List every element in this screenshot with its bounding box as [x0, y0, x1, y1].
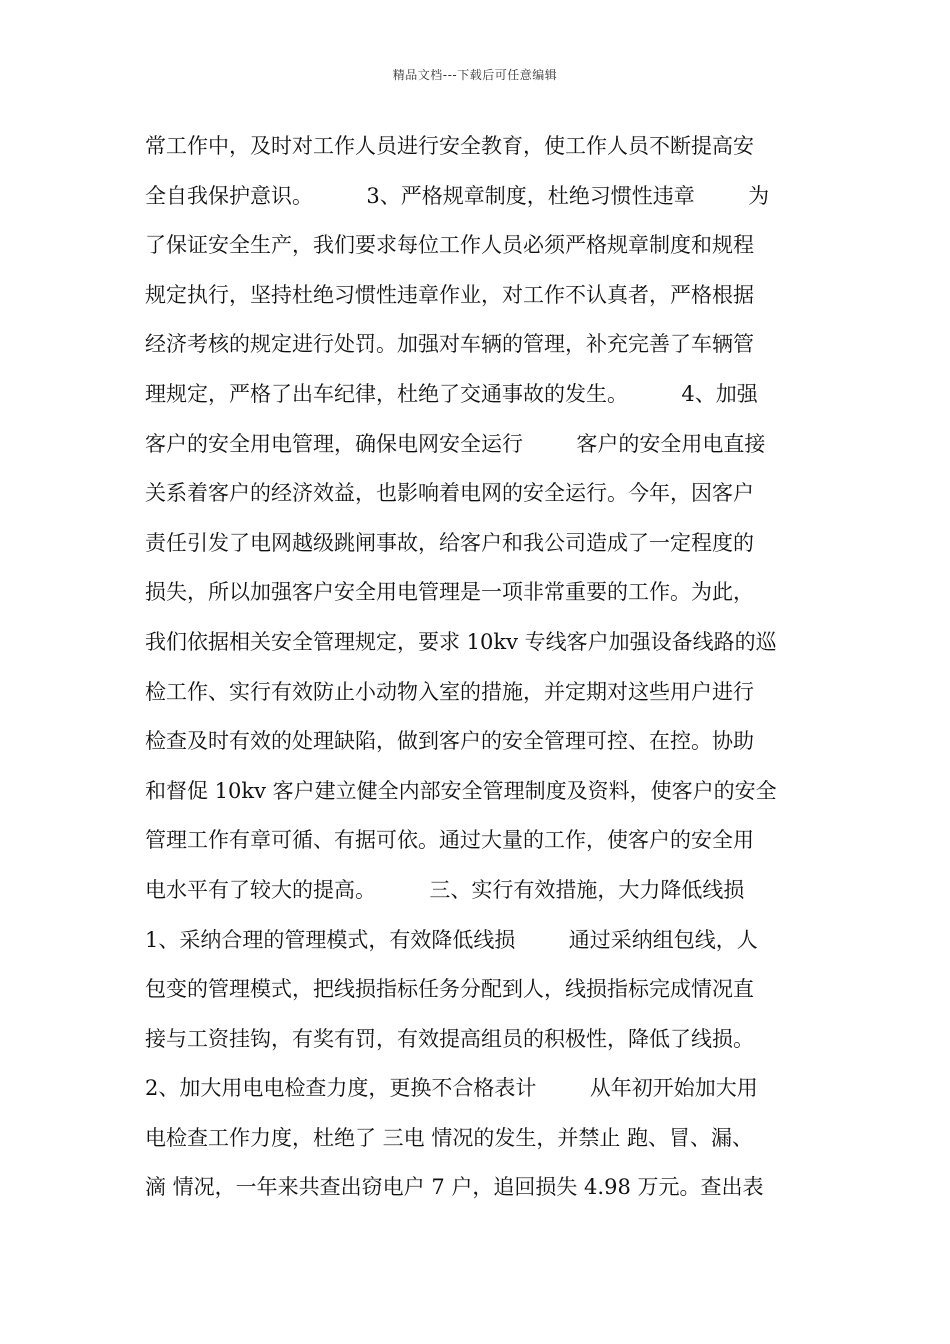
- text-line: 关系着客户的经济效益，也影响着电网的安全运行。今年，因客户: [145, 481, 754, 506]
- text-line: 规定执行，坚持杜绝习惯性违章作业，对工作不认真者，严格根据: [145, 282, 754, 307]
- text-line: 常工作中，及时对工作人员进行安全教育，使工作人员不断提高安: [145, 134, 754, 158]
- text-line: 责任引发了电网越级跳闸事故，给客户和我公司造成了一定程度的: [145, 530, 754, 555]
- text-line: 2、加大用电电检查力度，更换不合格表计 从年初开始加大用: [145, 1076, 758, 1101]
- text-line: 滴 情况，一年来共查出窃电户 7 户，追回损失 4.98 万元。查出表: [145, 1175, 764, 1200]
- text-line: 了保证安全生产，我们要求每位工作人员必须严格规章制度和规程: [145, 233, 754, 258]
- text-line: 理规定，严格了出车纪律，杜绝了交通事故的发生。 4、加强: [145, 381, 758, 406]
- text-line: 管理工作有章可循、有据可依。通过大量的工作，使客户的安全用: [145, 828, 754, 853]
- text-line: 1、采纳合理的管理模式，有效降低线损 通过采纳组包线，人: [145, 927, 758, 952]
- text-line: 包变的管理模式，把线损指标任务分配到人，线损指标完成情况直: [145, 977, 754, 1002]
- document-body: [145, 122, 810, 1213]
- text-line: 接与工资挂钩，有奖有罚，有效提高组员的积极性，降低了线损。: [145, 1026, 754, 1051]
- text-line: 经济考核的规定进行处罚。加强对车辆的管理，补充完善了车辆管: [145, 332, 754, 357]
- text-line: 客户的安全用电管理，确保电网安全运行 客户的安全用电直接: [145, 431, 766, 456]
- text-line: 和督促 10kv 客户建立健全内部安全管理制度及资料，使客户的安全: [145, 778, 777, 803]
- text-line: 全自我保护意识。 3、严格规章制度，杜绝习惯性违章 为: [145, 183, 770, 208]
- page-header: 精品文档---下载后可任意编辑: [392, 68, 558, 82]
- text-line: 我们依据相关安全管理规定，要求 10kv 专线客户加强设备线路的巡: [145, 629, 777, 654]
- text-line: 电检查工作力度，杜绝了 三电 情况的发生，并禁止 跑、冒、漏、: [145, 1125, 754, 1150]
- text-line: 检查及时有效的处理缺陷，做到客户的安全管理可控、在控。协助: [145, 729, 754, 754]
- text-line: 检工作、实行有效防止小动物入室的措施，并定期对这些用户进行: [145, 679, 754, 704]
- text-line: 电水平有了较大的提高。 三、实行有效措施，大力降低线损: [145, 877, 745, 902]
- text-line: 损失，所以加强客户安全用电管理是一项非常重要的工作。为此，: [145, 580, 754, 605]
